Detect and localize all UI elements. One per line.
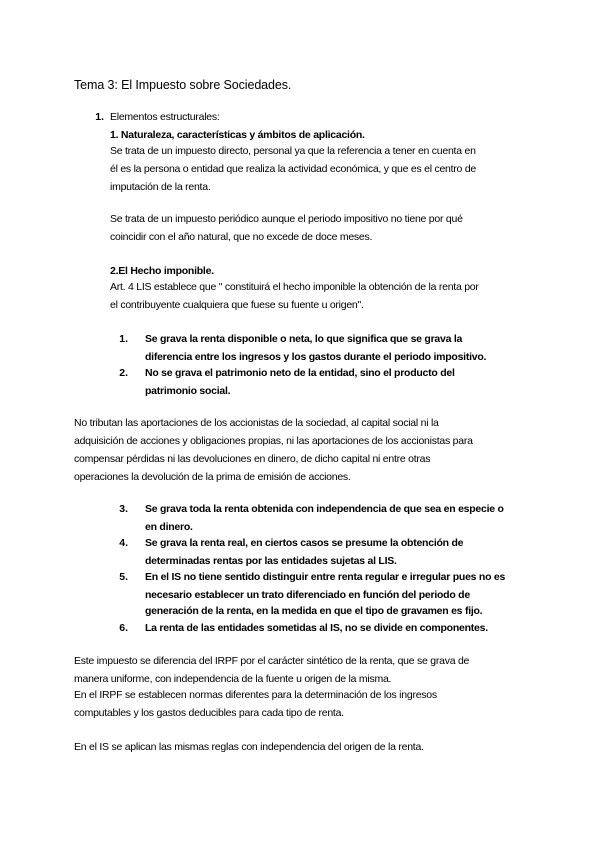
list-item-line: patrimonio social. — [145, 385, 231, 397]
paragraph-line: coincidir con el año natural, que no excede de doce meses. — [110, 231, 373, 243]
page-title: Tema 3: El Impuesto sobre Sociedades. — [74, 78, 292, 92]
paragraph-line: adquisición de acciones y obligaciones propias, ni las aportaciones de los accionistas para — [74, 435, 473, 447]
list-item-line: generación de la renta, en la medida en que el tipo de gravamen es fijo. — [145, 605, 483, 617]
paragraph-line: En el IRPF se establecen normas diferentes para la determinación de los ingresos — [74, 689, 437, 701]
list-item-line: En el IS no tiene sentido distinguir entre renta regular e irregular pues no es — [145, 571, 506, 583]
paragraph-line: compensar pérdidas ni las devoluciones en dinero, de dicho capital ni entre otras — [74, 453, 431, 465]
list-item-line: No se grava el patrimonio neto de la entidad, sino el producto del — [145, 367, 455, 379]
list-item-number: 2. — [119, 367, 128, 379]
list-item-number: 1. — [119, 333, 128, 345]
subsection-heading-hecho-imponible: 2.El Hecho imponible. — [110, 265, 214, 277]
paragraph-line: Se trata de un impuesto periódico aunque el periodo impositivo no tiene por qué — [110, 213, 463, 225]
paragraph-line: En el IS se aplican las mismas reglas con independencia del origen de la renta. — [74, 741, 424, 753]
paragraph-line: manera uniforme, con independencia de la fuente u origen de la misma. — [74, 673, 392, 685]
list-item-line: determinadas rentas por las entidades sujetas al LIS. — [145, 555, 397, 567]
paragraph-line: imputación de la renta. — [110, 181, 211, 193]
paragraph-line: operaciones la devolución de la prima de emisión de acciones. — [74, 471, 351, 483]
paragraph-line: Se trata de un impuesto directo, personal ya que la referencia a tener en cuenta en — [110, 145, 476, 157]
paragraph-line: el contribuyente cualquiera que fuese su fuente u origen". — [110, 299, 364, 311]
list-item-line: La renta de las entidades sometidas al IS, no se divide en componentes. — [145, 622, 488, 634]
section-number: 1. — [95, 111, 104, 123]
list-item-number: 5. — [119, 571, 128, 583]
paragraph-line: él es la persona o entidad que realiza la actividad económica, y que es el centro de — [110, 163, 476, 175]
subsection-heading-naturaleza: 1. Naturaleza, características y ámbitos de aplicación. — [110, 129, 365, 141]
list-item-line: necesario establecer un trato diferenciado en función del periodo de — [145, 589, 470, 601]
list-item-line: Se grava la renta disponible o neta, lo que significa que se grava la — [145, 333, 463, 345]
list-item-line: Se grava toda la renta obtenida con independencia de que sea en especie o — [145, 503, 504, 515]
list-item-line: Se grava la renta real, en ciertos casos se presume la obtención de — [145, 537, 464, 549]
paragraph-line: Art. 4 LIS establece que " constituirá el hecho imponible la obtención de la renta por — [110, 281, 479, 293]
list-item-number: 6. — [119, 622, 128, 634]
list-item-line: en dinero. — [145, 521, 193, 533]
paragraph-line: Este impuesto se diferencia del IRPF por el carácter sintético de la renta, que se grava de — [74, 655, 470, 667]
list-item-line: diferencia entre los ingresos y los gastos durante el periodo impositivo. — [145, 351, 487, 363]
section-heading: Elementos estructurales: — [110, 111, 220, 123]
list-item-number: 3. — [119, 503, 128, 515]
list-item-number: 4. — [119, 537, 128, 549]
paragraph-line: No tributan las aportaciones de los accionistas de la sociedad, al capital social ni la — [74, 417, 439, 429]
paragraph-line: computables y los gastos deducibles para cada tipo de renta. — [74, 707, 344, 719]
